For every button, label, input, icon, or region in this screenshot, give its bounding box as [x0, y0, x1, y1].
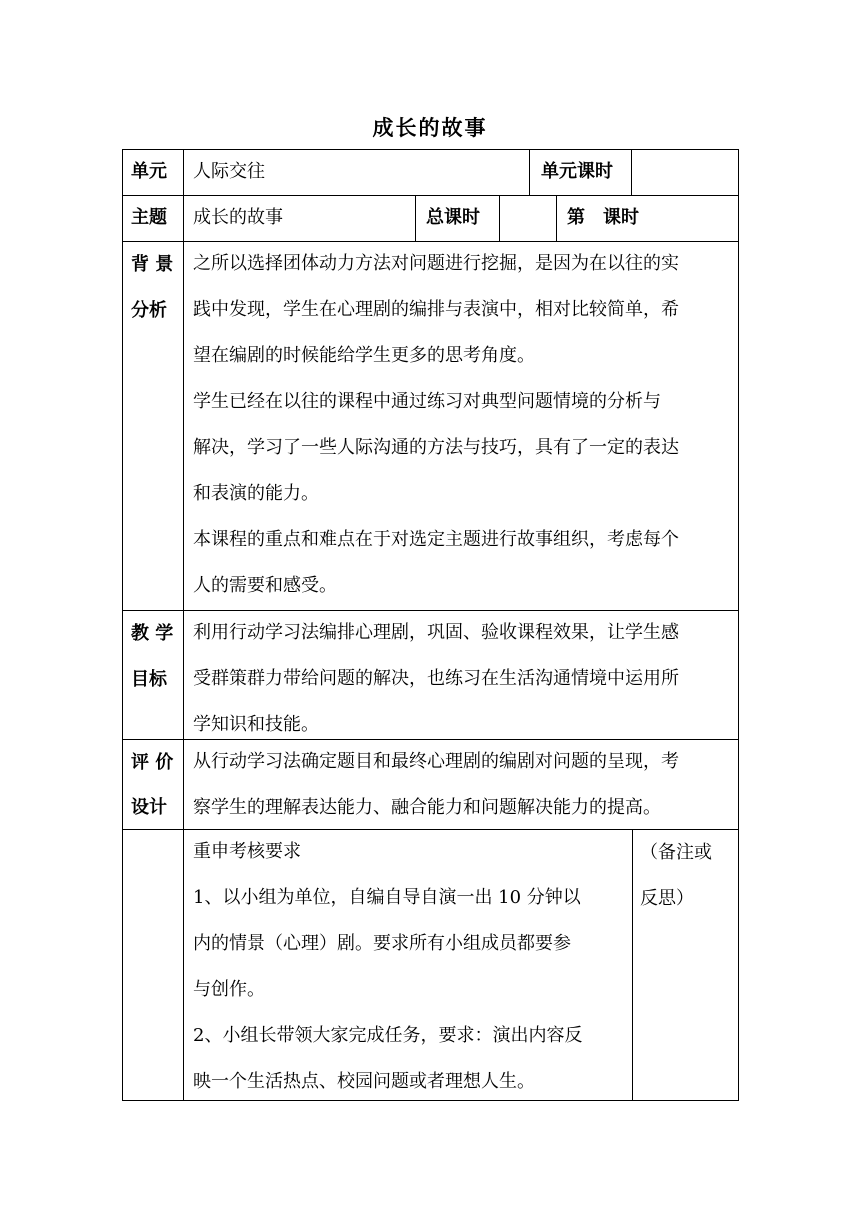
goals-label-line2: 目标 [131, 669, 167, 690]
process-text [193, 829, 625, 1105]
process-line: 1、以小组为单位，自编自导自演一出 10 分钟以 [193, 887, 581, 908]
goals-text [193, 610, 733, 748]
background-line: 望在编剧的时候能给学生更多的思考角度。 [193, 345, 535, 366]
unit-hours-label: 单元课时 [541, 161, 613, 182]
lesson-plan-table [122, 149, 739, 1101]
process-line: 2、小组长带领大家完成任务，要求：演出内容反 [193, 1025, 583, 1046]
background-label-line1: 背 景 [131, 254, 174, 275]
background-line: 人的需要和感受。 [193, 575, 337, 596]
goals-line: 利用行动学习法编排心理剧，巩固、验收课程效果，让学生感 [193, 622, 679, 643]
background-line: 之所以选择团体动力方法对问题进行挖掘，是因为在以往的实 [193, 253, 679, 274]
process-line: 重申考核要求 [193, 841, 301, 862]
background-line: 解决，学习了一些人际沟通的方法与技巧，具有了一定的表达 [193, 437, 679, 458]
process-line: 内的情景（心理）剧。要求所有小组成员都要参 [193, 933, 571, 954]
evaluation-line: 察学生的理解表达能力、融合能力和问题解决能力的提高。 [193, 797, 661, 818]
background-text [193, 241, 733, 609]
goals-line: 受群策群力带给问题的解决，也练习在生活沟通情境中运用所 [193, 668, 679, 689]
topic-value: 成长的故事 [193, 207, 283, 228]
background-line: 本课程的重点和难点在于对选定主题进行故事组织，考虑每个 [193, 529, 679, 550]
document-title: 成长的故事 [372, 115, 488, 140]
total-hours-label: 总课时 [426, 207, 480, 228]
notes-label-line2: 反思） [640, 888, 694, 909]
notes-label-line1: （备注或 [640, 842, 712, 863]
unit-label: 单元 [131, 161, 167, 182]
process-line: 与创作。 [193, 979, 265, 1000]
process-line: 映一个生活热点、校园问题或者理想人生。 [193, 1071, 535, 1092]
background-line: 践中发现，学生在心理剧的编排与表演中，相对比较简单，希 [193, 299, 679, 320]
evaluation-label-line1: 评 价 [131, 752, 174, 773]
background-line: 学生已经在以往的课程中通过练习对典型问题情境的分析与 [193, 391, 661, 412]
unit-value: 人际交往 [193, 161, 265, 182]
background-label-line2: 分析 [131, 300, 167, 321]
evaluation-line: 从行动学习法确定题目和最终心理剧的编剧对问题的呈现，考 [193, 751, 679, 772]
evaluation-text [193, 739, 733, 831]
lesson-number-label: 第 课时 [567, 207, 639, 228]
background-line: 和表演的能力。 [193, 483, 319, 504]
goals-label-line1: 教 学 [131, 623, 174, 644]
topic-label: 主题 [131, 207, 167, 228]
evaluation-label-line2: 设计 [131, 797, 167, 818]
goals-line: 学知识和技能。 [193, 714, 319, 735]
